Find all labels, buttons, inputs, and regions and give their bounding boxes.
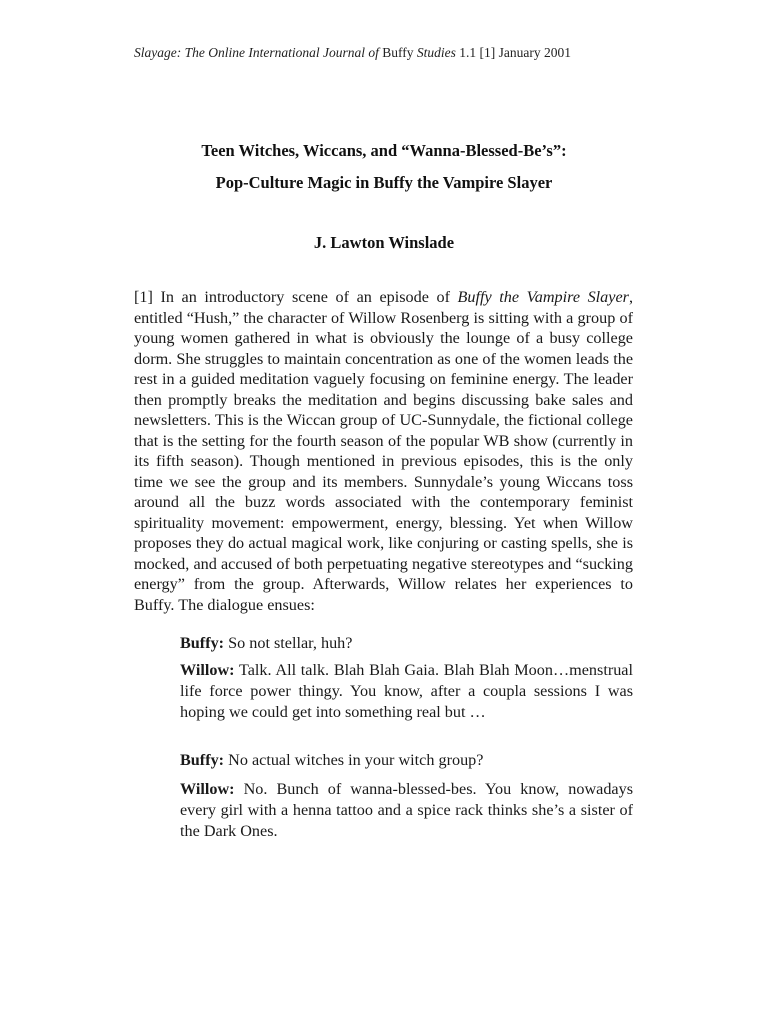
running-header <box>134 44 571 62</box>
speaker-name: Willow: <box>180 661 235 679</box>
issue-info: 1.1 [1] January 2001 <box>455 45 571 60</box>
speaker-name: Buffy: <box>180 634 225 652</box>
dialogue-text: No. Bunch of wanna-blessed-bes. You know, nowadays every girl with a henna tattoo and a spice rack thinks she’s a sister of the Dark Ones. <box>180 780 633 840</box>
journal-name-plain: Buffy <box>378 45 417 60</box>
dialogue-line <box>180 633 633 654</box>
speaker-name: Willow: <box>180 780 235 798</box>
title-line-1: Teen Witches, Wiccans, and “Wanna-Blessed-Be’s”: <box>201 141 567 160</box>
paragraph-rest: , entitled “Hush,” the character of Willow Rosenberg is sitting with a group of young women gathered in what is obviously the lounge of a busy college dorm. She struggles to maintain concentration as one of the women leads the rest in a guided meditation vaguely focusing on feminine energy. The leader then promptly breaks the meditation and begins discussing bake sales and newsletters. This is the Wiccan group of UC-Sunnydale, the fictional college that is the setting for the fourth season of the popular WB show (currently in its fifth season). Though mentioned in previous episodes, this is the only time we see the group and its members. Sunnydale’s young Wiccans toss around all the buzz words associated with the contemporary feminist spirituality movement: empowerment, energy, blessing. Yet when Willow proposes they do actual magical work, like conjuring or casting spells, she is mocked, and accused of both perpetuating negative stereotypes and “sucking energy” from the group. Afterwards, Willow relates her experiences to Buffy. The dialogue ensues: <box>134 288 633 614</box>
title-line-2: Pop-Culture Magic in Buffy the Vampire Slayer <box>215 173 553 192</box>
journal-name: Slayage: The Online International Journal of <box>134 45 379 60</box>
speaker-name: Buffy: <box>180 751 225 769</box>
dialogue-line <box>180 779 633 842</box>
journal-name-studies: Studies <box>416 45 456 60</box>
dialogue-line <box>180 660 633 723</box>
dialogue-text: Talk. All talk. Blah Blah Gaia. Blah Blah Moon…menstrual life force power thingy. You know, after a coupla sessions I was hoping we could get into something real but … <box>180 661 633 721</box>
author-name: J. Lawton Winslade <box>313 233 455 252</box>
dialogue-text: No actual witches in your witch group? <box>224 751 484 769</box>
show-title: Buffy the Vampire Slayer <box>457 288 629 306</box>
paragraph-1 <box>134 287 633 615</box>
dialogue-line <box>180 750 633 771</box>
dialogue-text: So not stellar, huh? <box>224 634 353 652</box>
paragraph-lead: [1] In an introductory scene of an episode of <box>134 288 458 306</box>
